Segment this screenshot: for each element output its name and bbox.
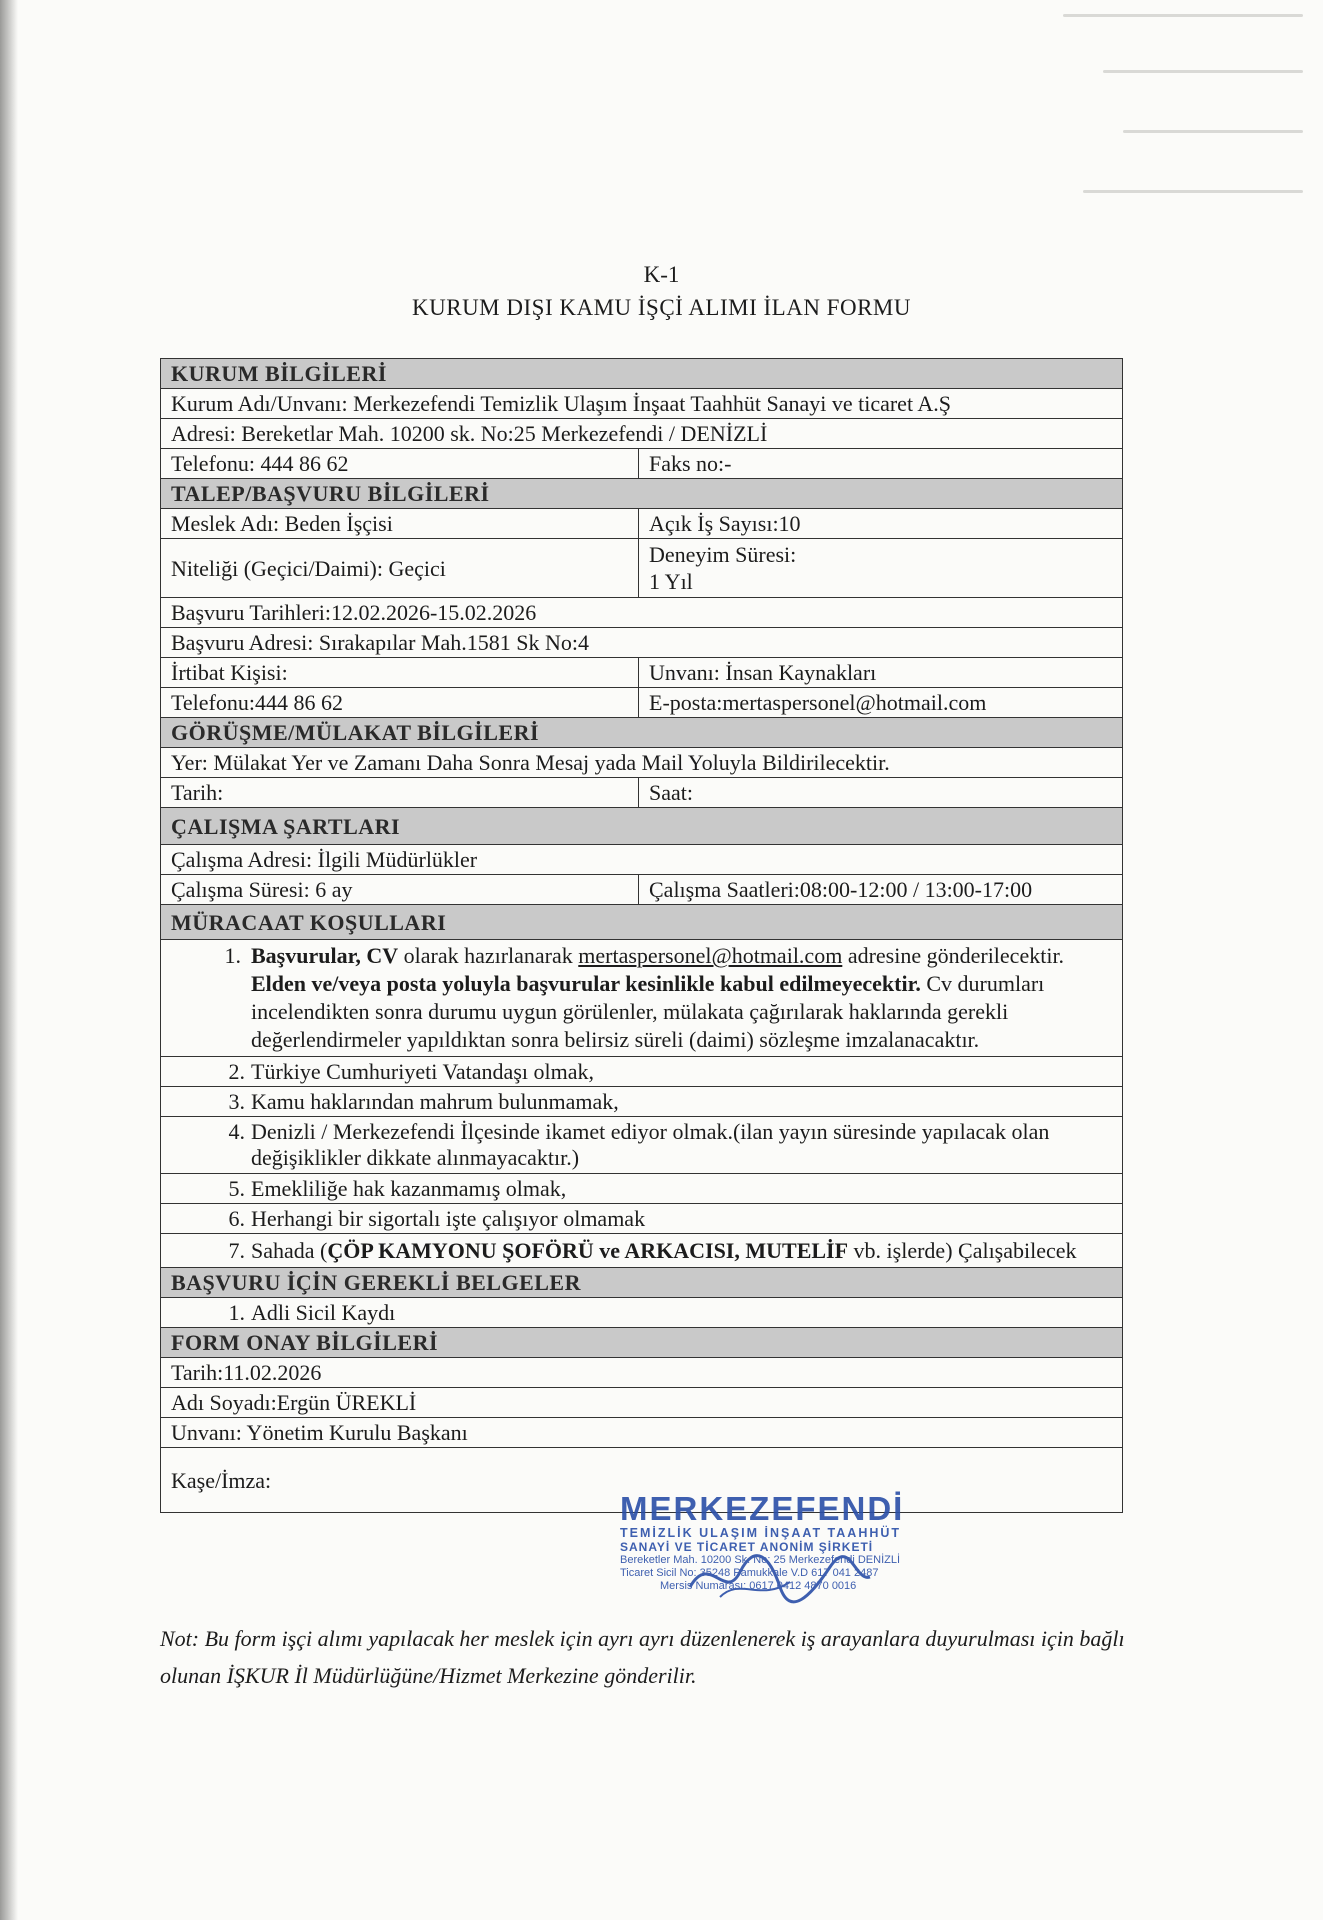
kurum-faks: Faks no:- (639, 449, 1123, 479)
deneyim-label: Deneyim Süresi: (649, 542, 797, 567)
condition-2 (161, 1057, 1123, 1087)
signature-icon (680, 1547, 880, 1607)
form-table (160, 358, 1123, 1513)
condition-4 (161, 1117, 1123, 1174)
gorusme-saat: Saat: (639, 778, 1123, 808)
deneyim-suresi (639, 539, 1123, 598)
condition-7 (161, 1234, 1123, 1268)
condition-text: Denizli / Merkezefendi İlçesinde ikamet ediyor olmak.(ilan yayın süresinde yapılacak olan değişiklikler dikkate alınmayacaktır.) (251, 1119, 1050, 1170)
condition-7-bold: ÇÖP KAMYONU ŞOFÖRÜ ve ARKACISI, MUTELİF (327, 1237, 849, 1263)
section-talep: TALEP/BAŞVURU BİLGİLERİ (161, 479, 1123, 509)
condition-number: 1. (224, 943, 241, 968)
section-calisma: ÇALIŞMA ŞARTLARI (161, 808, 1123, 845)
meslek-adi: Meslek Adı: Beden İşçisi (161, 509, 639, 539)
stamp-line-6: Mersis Numarası: 0617 0412 4870 0016 (660, 1580, 857, 1592)
stamp-line-3: SANAYİ VE TİCARET ANONİM ŞİRKETİ (620, 1540, 874, 1554)
condition-1-text-b: olarak hazırlanarak (398, 943, 579, 968)
show-through-line (1103, 70, 1303, 73)
page-edge-shadow (0, 0, 18, 1920)
kurum-adi: Kurum Adı/Unvanı: Merkezefendi Temizlik Ulaşım İnşaat Taahhüt Sanayi ve ticaret A.Ş (161, 389, 1123, 419)
stamp-line-1: MERKEZEFENDİ (620, 1490, 905, 1527)
condition-1-bold-a: Başvurular, CV (251, 943, 399, 968)
belge-number: 1. (228, 1299, 245, 1325)
condition-1-text-d: adresine gönderilecektir. (842, 943, 1065, 968)
condition-7-text-a: Sahada ( (251, 1237, 328, 1263)
condition-1-bold-e: Elden ve/veya posta yoluyla başvurular kesinlikle kabul edilmeyecektir. (251, 971, 921, 996)
company-stamp (620, 1492, 920, 1602)
show-through-line (1123, 130, 1303, 133)
belge-1 (161, 1298, 1123, 1328)
condition-1-text-f: Cv durumları incelendikten sonra durumu uygun görülenler, mülakata çağırılarak haklarında gerekli değerlendirmeler yapıldıktan sonra belirsiz süreli (daimi) sözleşme imzalanacaktır. (251, 971, 1045, 1052)
irtibat-unvani: Unvanı: İnsan Kaynakları (639, 658, 1123, 688)
show-through-line (1063, 14, 1303, 17)
condition-number: 7. (228, 1237, 245, 1263)
irtibat-eposta: E-posta:mertaspersonel@hotmail.com (639, 688, 1123, 718)
condition-6 (161, 1204, 1123, 1234)
section-belgeler: BAŞVURU İÇİN GEREKLİ BELGELER (161, 1268, 1123, 1298)
condition-text: Emekliliğe hak kazanmamış olmak, (251, 1175, 567, 1201)
kase-imza: Kaşe/İmza: (161, 1448, 1123, 1513)
form-code: K-1 (643, 262, 680, 287)
onay-adi-soyadi: Adı Soyadı:Ergün ÜREKLİ (161, 1388, 1123, 1418)
kurum-telefon: Telefonu: 444 86 62 (161, 449, 639, 479)
condition-number: 6. (228, 1205, 245, 1231)
deneyim-value: 1 Yıl (649, 569, 693, 594)
calisma-saatleri: Çalışma Saatleri:08:00-12:00 / 13:00-17:00 (639, 875, 1123, 905)
condition-number: 3. (228, 1088, 245, 1114)
condition-5 (161, 1174, 1123, 1204)
condition-text: Herhangi bir sigortalı işte çalışıyor olmamak (251, 1205, 646, 1231)
calisma-adresi: Çalışma Adresi: İlgili Müdürlükler (161, 845, 1123, 875)
onay-tarih: Tarih:11.02.2026 (161, 1358, 1123, 1388)
section-onay: FORM ONAY BİLGİLERİ (161, 1328, 1123, 1358)
stamp-line-5: Ticaret Sicil No: 35248 Pamukkale V.D 617 041 2487 (620, 1567, 879, 1579)
section-kurum: KURUM BİLGİLERİ (161, 359, 1123, 389)
condition-7-text-c: vb. işlerde) Çalışabilecek (848, 1237, 1077, 1263)
section-gorusme: GÖRÜŞME/MÜLAKAT BİLGİLERİ (161, 718, 1123, 748)
basvuru-tarihleri: Başvuru Tarihleri:12.02.2026-15.02.2026 (161, 598, 1123, 628)
basvuru-adresi: Başvuru Adresi: Sırakapılar Mah.1581 Sk No:4 (161, 628, 1123, 658)
calisma-suresi: Çalışma Süresi: 6 ay (161, 875, 639, 905)
condition-text: Kamu haklarından mahrum bulunmamak, (251, 1088, 619, 1114)
condition-number: 2. (228, 1058, 245, 1084)
condition-3 (161, 1087, 1123, 1117)
belge-text: Adli Sicil Kaydı (251, 1299, 396, 1325)
stamp-line-4: Bereketler Mah. 10200 Sk. No: 25 Merkezefendi DENİZLİ (620, 1554, 901, 1566)
stamp-line-2: TEMİZLİK ULAŞIM İNŞAAT TAAHHÜT (620, 1526, 902, 1540)
acik-is-sayisi: Açık İş Sayısı:10 (639, 509, 1123, 539)
footer-note: Not: Bu form işçi alımı yapılacak her meslek için ayrı ayrı düzenlenerek iş arayanlara duyurulması için bağlı olunan İŞKUR İl Müdürlüğüne/Hizmet Merkezine gönderilir. (160, 1626, 1125, 1688)
gorusme-yer: Yer: Mülakat Yer ve Zamanı Daha Sonra Mesaj yada Mail Yoluyla Bildirilecektir. (161, 748, 1123, 778)
irtibat-kisisi: İrtibat Kişisi: (161, 658, 639, 688)
condition-1 (161, 940, 1123, 1057)
nitelik: Niteliği (Geçici/Daimi): Geçici (161, 539, 639, 598)
condition-number: 5. (228, 1175, 245, 1201)
kurum-adres: Adresi: Bereketlar Mah. 10200 sk. No:25 Merkezefendi / DENİZLİ (161, 419, 1123, 449)
condition-number: 4. (228, 1119, 245, 1144)
gorusme-tarih: Tarih: (161, 778, 639, 808)
show-through-line (1083, 190, 1303, 193)
irtibat-telefon: Telefonu:444 86 62 (161, 688, 639, 718)
onay-unvani: Unvanı: Yönetim Kurulu Başkanı (161, 1418, 1123, 1448)
section-muracaat: MÜRACAAT KOŞULLARI (161, 905, 1123, 940)
form-title: KURUM DIŞI KAMU İŞÇİ ALIMI İLAN FORMU (412, 295, 911, 320)
condition-1-email: mertaspersonel@hotmail.com (578, 943, 843, 968)
condition-text: Türkiye Cumhuriyeti Vatandaşı olmak, (251, 1058, 594, 1084)
